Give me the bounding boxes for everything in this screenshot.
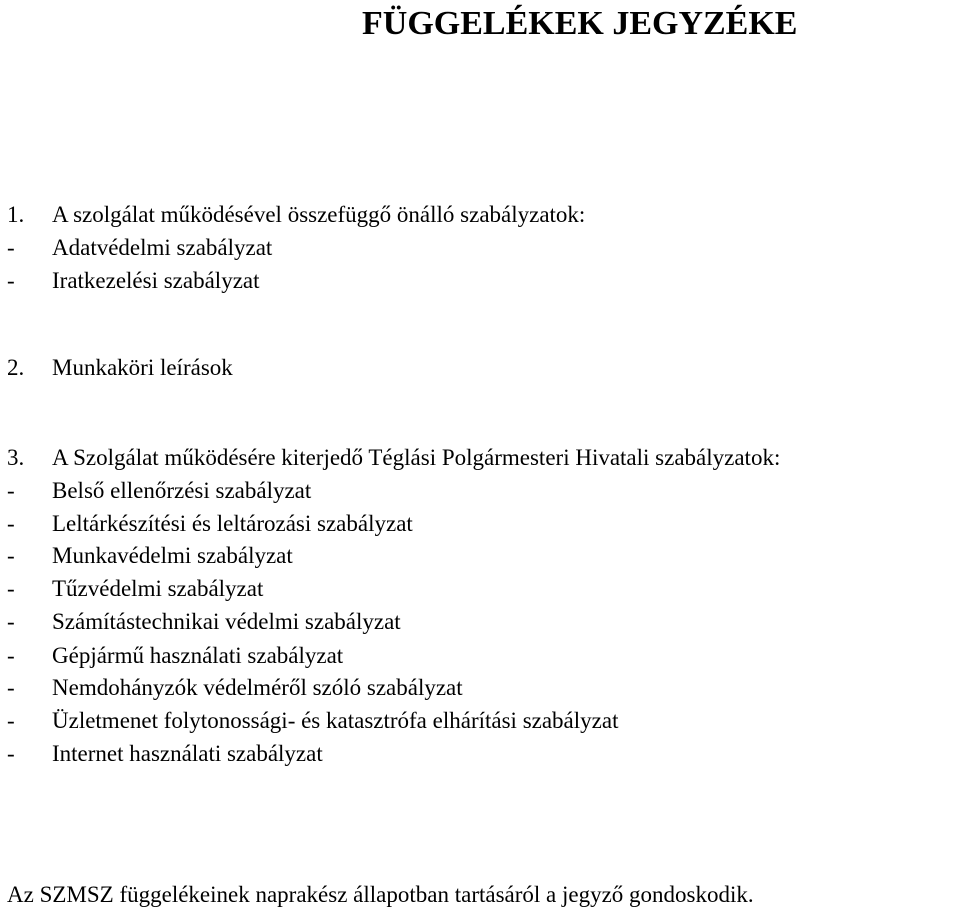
section-number: 3. [7,445,25,470]
bullet-dash: - [7,543,15,568]
bullet-dash: - [7,268,15,293]
list-item-text: Gépjármű használati szabályzat [52,643,344,668]
list-item [7,233,272,263]
page-title: FÜGGELÉKEK JEGYZÉKE [362,5,798,42]
list-item [7,266,260,296]
bullet-dash: - [7,478,15,503]
section-number: 2. [7,355,25,380]
bullet-dash: - [7,576,15,601]
section-1-heading-line [7,200,585,230]
list-item [7,607,401,637]
bullet-dash: - [7,643,15,668]
list-item-text: Iratkezelési szabályzat [52,268,260,293]
list-item [7,673,463,703]
list-item [7,641,343,671]
list-item [7,706,618,736]
bullet-dash: - [7,609,15,634]
bullet-dash: - [7,741,15,766]
list-item-text: Internet használati szabályzat [52,741,323,766]
list-item [7,476,311,506]
list-item-text: Üzletmenet folytonossági- és katasztrófa elhárítási szabályzat [52,708,619,733]
list-item [7,574,263,604]
list-item [7,739,323,769]
list-item [7,541,293,571]
bullet-dash: - [7,235,15,260]
bullet-dash: - [7,511,15,536]
list-item-text: Munkavédelmi szabályzat [52,543,293,568]
section-2-heading-line [7,353,233,383]
section-heading: A Szolgálat működésére kiterjedő Téglási Polgármesteri Hivatali szabályzatok: [52,445,781,470]
list-item-text: Számítástechnikai védelmi szabályzat [52,609,401,634]
section-heading: Munkaköri leírások [52,355,233,380]
bullet-dash: - [7,675,15,700]
section-number: 1. [7,202,25,227]
footer-note: Az SZMSZ függelékeinek naprakész állapotban tartásáról a jegyző gondoskodik. [7,882,754,907]
section-3-heading-line [7,443,780,473]
list-item-text: Adatvédelmi szabályzat [52,235,273,260]
list-item-text: Tűzvédelmi szabályzat [52,576,264,601]
bullet-dash: - [7,708,15,733]
section-heading: A szolgálat működésével összefüggő önálló szabályzatok: [52,202,586,227]
list-item-text: Belső ellenőrzési szabályzat [52,478,312,503]
list-item [7,509,413,539]
list-item-text: Leltárkészítési és leltározási szabályzat [52,511,413,536]
list-item-text: Nemdohányzók védelméről szóló szabályzat [52,675,463,700]
